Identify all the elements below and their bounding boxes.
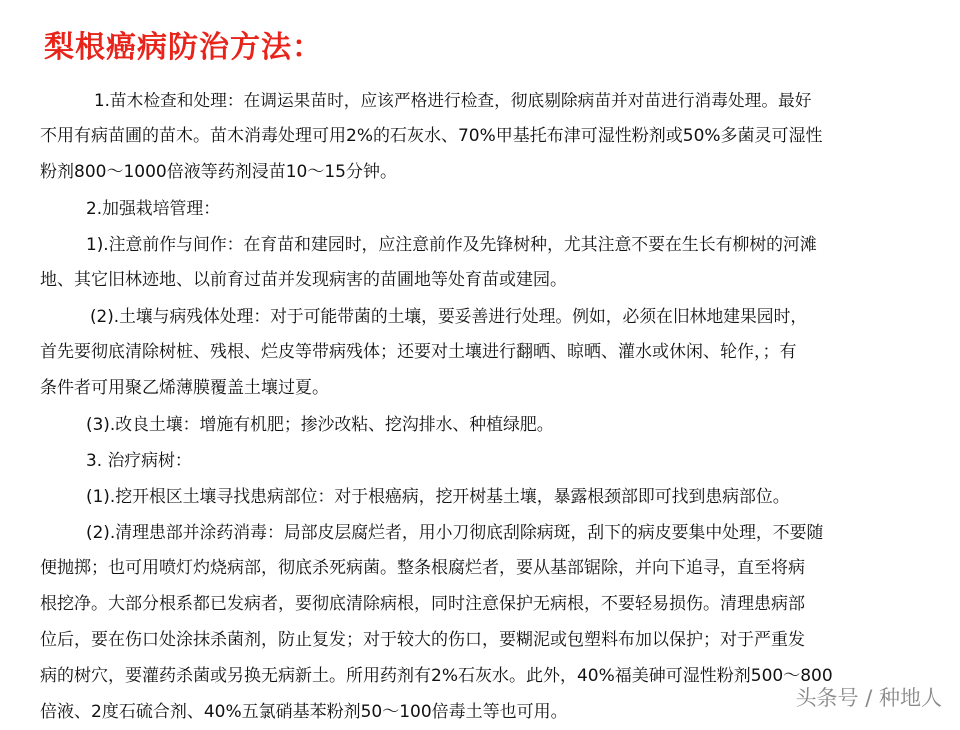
page-title: 梨根癌病防治方法： bbox=[44, 30, 323, 65]
text-line: (2).土壤与病残体处理：对于可能带菌的土壤，要妥善进行处理。例如，必须在旧林地建果园时， bbox=[90, 306, 808, 326]
text-line: 位后，要在伤口处涂抹杀菌剂，防止复发；对于较大的伤口，要糊泥或包塑料布加以保护；对于严重发 bbox=[40, 630, 805, 650]
text-line: (3).改良土壤：增施有机肥；掺沙改粘、挖沟排水、种植绿肥。 bbox=[86, 414, 554, 434]
section-heading: 3. 治疗病树： bbox=[86, 450, 192, 470]
text-line: (1).挖开根区土壤寻找患病部位：对于根癌病，挖开树基土壤，暴露根颈部即可找到患病部位。 bbox=[86, 486, 790, 506]
watermark: 头条号 / 种地人 bbox=[795, 686, 942, 710]
text-line: 便抛掷；也可用喷灯灼烧病部，彻底杀死病菌。整条根腐烂者，要从基部锯除，并向下追寻，直至将病 bbox=[40, 558, 805, 578]
text-line: 条件者可用聚乙烯薄膜覆盖土壤过夏。 bbox=[40, 378, 329, 398]
text-line: 首先要彻底清除树桩、残根、烂皮等带病残体；还要对土壤进行翻晒、晾晒、灌水或休闲、轮作，；有 bbox=[40, 342, 797, 362]
text-line: 1).注意前作与间作：在育苗和建园时，应注意前作及先锋树种，尤其注意不要在生长有柳树的河滩 bbox=[86, 234, 817, 254]
text-line: 粉剂800～1000倍液等药剂浸苗10～15分钟。 bbox=[40, 162, 397, 182]
text-line: (2).清理患部并涂药消毒：局部皮层腐烂者，用小刀彻底刮除病斑，刮下的病皮要集中处理，不要随 bbox=[86, 522, 824, 542]
text-line: 地、其它旧林迹地、以前育过苗并发现病害的苗圃地等处育苗或建园。 bbox=[40, 270, 567, 290]
article-body bbox=[40, 82, 910, 730]
text-line: 倍液、2度石硫合剂、40%五氯硝基苯粉剂50～100倍毒土等也可用。 bbox=[40, 702, 568, 722]
text-line: 不用有病苗圃的苗木。苗木消毒处理可用2%的石灰水、70%甲基托布津可湿性粉剂或50%多菌灵可湿性 bbox=[40, 126, 823, 146]
text-line: 根挖净。大部分根系都已发病者，要彻底清除病根，同时注意保护无病根，不要轻易损伤。清理患病部 bbox=[40, 594, 805, 614]
section-heading: 2.加强栽培管理： bbox=[86, 198, 221, 218]
text-line: 病的树穴，要灌药杀菌或另换无病新土。所用药剂有2%石灰水。此外，40%福美砷可湿性粉剂500～800 bbox=[40, 666, 833, 686]
text-line: 1.苗木检查和处理：在调运果苗时，应该严格进行检查，彻底剔除病苗并对苗进行消毒处理。最好 bbox=[94, 90, 812, 110]
